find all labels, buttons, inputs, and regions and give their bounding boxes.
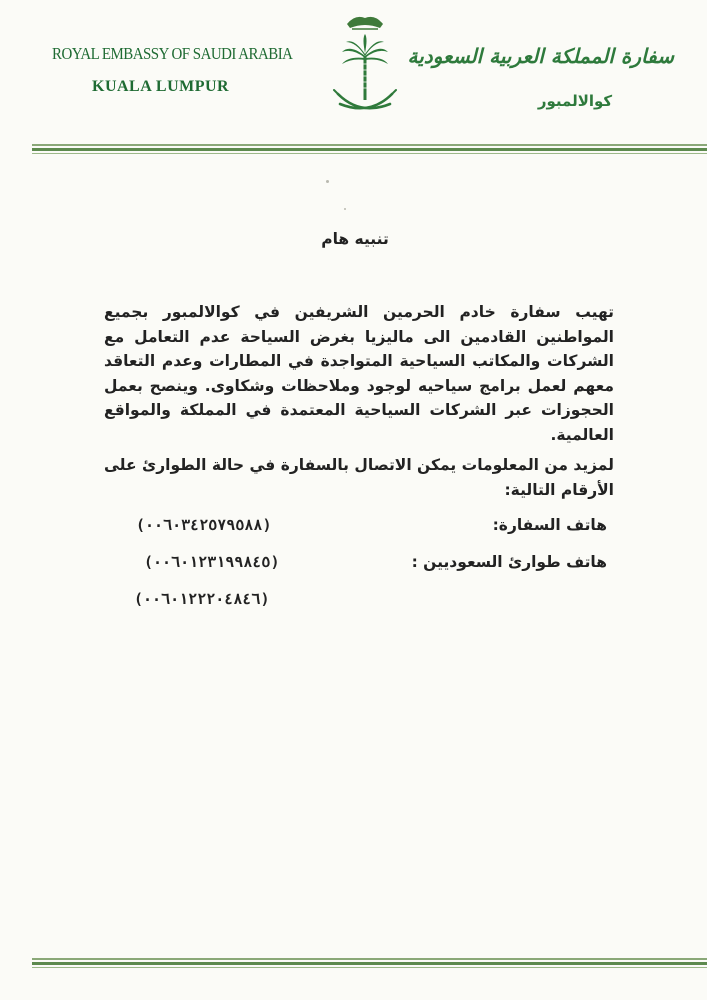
letterhead (0, 0, 707, 160)
saudi-emblem-icon (320, 8, 410, 128)
paper-speck (344, 208, 346, 210)
paper-speck (326, 180, 329, 183)
english-embassy-name: ROYAL EMBASSY OF SAUDI ARABIA (52, 44, 293, 63)
header-divider (32, 144, 707, 154)
embassy-phone-number: (٠٠٦٠٣٤٢٥٧٩٥٨٨) (136, 516, 272, 534)
arabic-city-name: كوالالمبور (537, 92, 613, 110)
notice-title: تنبيه هام (321, 230, 389, 248)
emergency-phone-label: هاتف طوارئ السعوديين : (411, 553, 607, 571)
palm-tree-icon (342, 34, 388, 100)
emergency-phone-number-1: (٠٠٦٠١٢٣١٩٩٨٤٥) (144, 553, 280, 571)
footer-divider (32, 958, 707, 968)
embassy-phone-label: هاتف السفارة: (492, 516, 607, 534)
advisory-text: تهيب سفارة خادم الحرمين الشريفين في كوالالمبور بجميع المواطنين القادمين الى ماليزيا بغرض السياحة عدم التعامل مع الشركات والمكاتب السياحية المتواجدة في المطارات وعدم التعاقد معهم لعمل برامج سياحيه لوجود وملاحظات وشكاوى. وينصح بعمل الحجوزات عبر الشركات السياحية المعتمدة في المملكة والمواقع العالمية. (104, 303, 614, 444)
english-city-name: KUALA LUMPUR (92, 78, 230, 95)
emergency-phone-number-2: (٠٠٦٠١٢٢٢٠٤٨٤٦) (134, 590, 270, 608)
notice-paragraph-advisory (104, 300, 614, 447)
notice-paragraph-contact (104, 453, 614, 502)
contact-text: لمزيد من المعلومات يمكن الاتصال بالسفارة في حالة الطوارئ على الأرقام التالية: (104, 456, 614, 499)
arabic-embassy-name: سفارة المملكة العربية السعودية (407, 44, 674, 68)
crest-calligraphy-icon (347, 17, 383, 28)
